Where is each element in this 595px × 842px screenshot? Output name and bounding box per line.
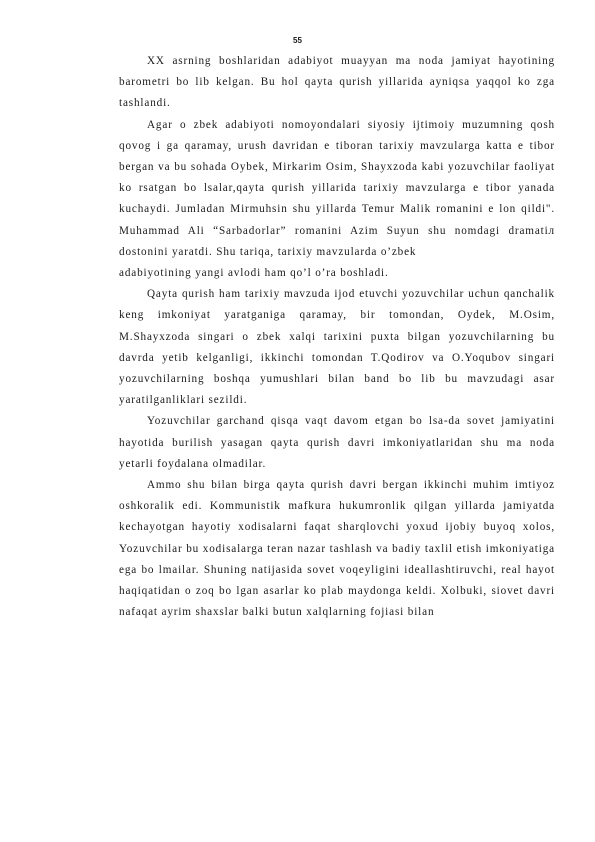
paragraph-3: Qayta qurish ham tarixiy mavzuda ijod etuvchi yozuvchilar uchun qanchalik keng imkoniyat yaratganiga qaramay, bir tomondan, Oydek, M.Osim, M.Shayxzoda singari o zbek xalqi tarixini puxta bilgan yozuvchilarning bu davrda yetib kelganligi, ikkinchi tomondan T.Qodirov va O.Yoqubov singari yozuvchilarning boshqa yumushlari bilan band bo lib bu mavzudagi asar yaratilganliklari sezildi. <box>119 288 555 407</box>
paragraph-5: Ammo shu bilan birga qayta qurish davri bergan ikkinchi muhim imtiyoz oshkoralik edi. Kommunistik mafkura hukumronlik qilgan yillarda jamiyatda kechayotgan hayotiy xodisalarni faqat sharqlovchi yoxud ijobiy buyoq xolos, Yozuvchilar bu xodisalarga teran nazar tashlash va badiy taxlil etish imkoniyatiga ega bo lmailar. Shuning natijasida sovet voqeyligini ideallashtiruvchi, real hayot haqiqatidan o zoq bo lgan asarlar ko plab maydonga keldi. Xolbuki, siovet davri nafaqat ayrim shaxslar balki butun xalqlarning fojiasi bilan <box>119 479 555 619</box>
document-body <box>119 51 555 623</box>
paragraph-2: Agar o zbek adabiyoti nomoyondalari siyosiy ijtimoiy muzumning qosh qovog i ga qaramay, urush davridan e tiboran tarixiy mavzularga katta e tibor bergan va bu sohada Oybek, Mirkarim Osim, Shayxzoda kabi yozuvchilar faoliyat ko rsatgan bo lsalar,qayta qurish yillarida tarixiy mavzularga e tibor yanada kuchaydi. Jumladan Mirmuhsin shu yillarda Temur Malik romanini e lon qildi". Muhammad Ali “Sarbadorlar” romanini Azim Suyun shu nomdagi dramatiл dostonini yaratdi. Shu tariqa, tarixiy mavzularda o’zbek <box>119 118 555 258</box>
page-number: 55 <box>293 36 302 45</box>
paragraph-1: XX asrning boshlaridan adabiyot muayyan ma noda jamiyat hayotining barometri bo lib kelgan. Bu hol qayta qurish yillarida ayniqsa yaqqol ko zga tashlandi. <box>119 55 555 110</box>
paragraph-4: Yozuvchilar garchand qisqa vaqt davom etgan bo lsa-da sovet jamiyatini hayotida burilish yasagan qayta qurish davri imkoniyatlaridan shu ma noda yetarli foydalana olmadilar. <box>119 415 555 470</box>
paragraph-2-continued: adabiyotining yangi avlodi ham qo’l o’ra boshladi. <box>119 267 389 280</box>
